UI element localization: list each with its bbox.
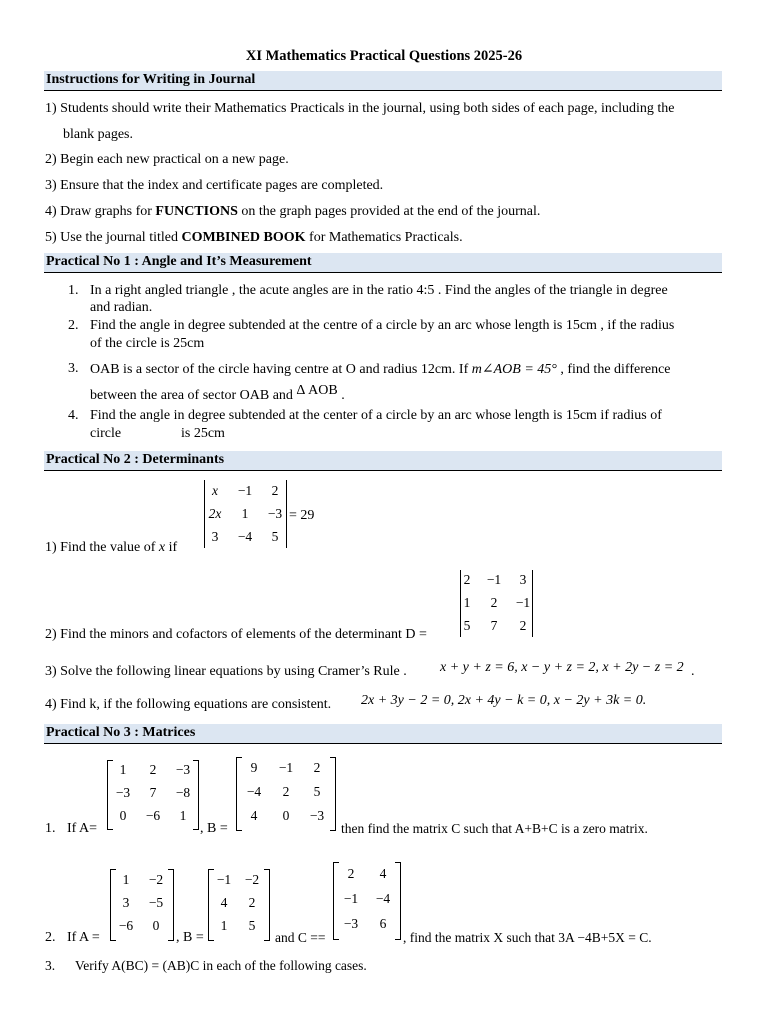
p2-q3-text: 3) Solve the following linear equations by using Cramer’s Rule . [45,664,407,679]
p3-q1-number: 1. [45,821,56,836]
matrix-cell: 5 [313,784,321,799]
p2-q3-equations: x + y + z = 6, x − y + z = 2, x + 2y − z = 2 [440,660,684,675]
matrix-cell: −2 [244,872,260,887]
det1-cell: x [212,483,218,498]
p3-q2-b-label: , B = [176,930,204,945]
practical-2-header: Practical No 2 : Determinants [44,451,722,471]
matrix-cell: 9 [250,760,258,775]
p3-q1-b-label: , B = [200,821,228,836]
matrix-cell: −3 [309,808,325,823]
p3-q1-text: then find the matrix C such that A+B+C is a zero matrix. [341,821,648,836]
page-title: XI Mathematics Practical Questions 2025-26 [245,48,523,64]
matrix-cell: −4 [246,784,262,799]
matrix-A1 [107,760,199,828]
matrix-cell: 1 [122,872,130,887]
matrix-cell: 0 [282,808,290,823]
p1-q4-text-cont: circle [90,426,122,441]
p3-q2-c-label: and C == [275,930,326,945]
det2-cell: 2 [490,595,498,610]
matrix-cell: −4 [375,891,391,906]
matrix-cell: −5 [148,895,164,910]
instruction-1-cont: blank pages. [63,127,133,142]
matrix-cell: 1 [179,808,187,823]
matrix-cell: 1 [220,918,228,933]
matrix-cell: −8 [175,785,191,800]
instruction-2: 2) Begin each new practical on a new page. [45,152,289,167]
matrix-cell: −3 [175,762,191,777]
p2-q2-text: 2) Find the minors and cofactors of elements of the determinant D = [45,627,427,642]
matrix-cell: −1 [278,760,294,775]
determinant-1 [204,480,294,550]
det1-cell: −4 [237,529,253,544]
matrix-cell: 1 [119,762,127,777]
practical-1-header: Practical No 1 : Angle and It’s Measurement [44,253,722,273]
matrix-cell: 6 [379,916,387,931]
matrix-cell: −2 [148,872,164,887]
matrix-cell: 0 [152,918,160,933]
p1-q3-text-cont: between the area of sector OAB and Δ AOB . [90,383,345,403]
instruction-4: 4) Draw graphs for FUNCTIONS on the graph pages provided at the end of the journal. [45,204,541,219]
matrix-cell: 2 [347,866,355,881]
p1-q4-text-end: is 25cm [181,426,225,441]
matrix-cell: 4 [220,895,228,910]
matrix-cell: 2 [248,895,256,910]
angle-expression: m∠AOB = 45° [471,362,557,377]
matrix-cell: −3 [343,916,359,931]
p3-q3-text: Verify A(BC) = (AB)C in each of the following cases. [75,958,367,973]
p1-q2-text-cont: of the circle is 25cm [90,336,205,351]
matrix-cell: −6 [118,918,134,933]
matrix-cell: 2 [149,762,157,777]
matrix-cell: −1 [343,891,359,906]
p2-q3-end: . [691,664,695,679]
p1-q1-text-cont: and radian. [90,300,153,315]
det2-cell: −1 [486,572,502,587]
matrix-A2 [110,869,174,939]
p3-q3-number: 3. [45,958,56,973]
det2-cell: 7 [490,618,498,633]
p1-q2-text: Find the angle in degree subtended at the centre of a circle by an arc whose length is 15cm , if the radius [90,318,675,333]
p3-q2-a-label: If A = [67,930,100,945]
det2-cell: −1 [515,595,531,610]
matrix-cell: 3 [122,895,130,910]
p1-q4-number: 4. [68,408,79,423]
p3-q2-number: 2. [45,930,56,945]
matrix-cell: −1 [216,872,232,887]
matrix-cell: −3 [115,785,131,800]
det1-cell: −3 [267,506,283,521]
det2-cell: 2 [463,572,471,587]
determinant-2 [460,570,536,638]
practical-3-header: Practical No 3 : Matrices [44,724,722,744]
p2-q1-text: 1) Find the value of x if [45,540,178,555]
matrix-B1 [236,757,336,829]
matrix-cell: 5 [248,918,256,933]
det1-cell: 5 [271,529,279,544]
det1-cell: 2x [208,506,222,521]
det1-rhs: = 29 [289,508,315,523]
p1-q4-text: Find the angle in degree subtended at the center of a circle by an arc whose length is 15cm if radius of [90,408,662,423]
matrix-cell: 4 [379,866,387,881]
p1-q1-number: 1. [68,283,79,298]
det2-cell: 2 [519,618,527,633]
det1-cell: 1 [241,506,249,521]
matrix-cell: 0 [119,808,127,823]
p2-q4-text: 4) Find k, if the following equations are consistent. [45,697,332,712]
det2-cell: 5 [463,618,471,633]
matrix-cell: 7 [149,785,157,800]
matrix-B2 [208,869,270,939]
matrix-cell: −6 [145,808,161,823]
det1-cell: −1 [237,483,253,498]
matrix-cell: 2 [313,760,321,775]
instructions-header: Instructions for Writing in Journal [44,71,722,91]
p3-q2-text: , find the matrix X such that 3A −4B+5X = C. [403,930,652,945]
instruction-1: 1) Students should write their Mathematics Practicals in the journal, using both sides of each page, including the [45,101,675,116]
matrix-cell: 2 [282,784,290,799]
matrix-C2 [333,862,401,938]
p1-q3-text: OAB is a sector of the circle having centre at O and radius 12cm. If m∠AOB = 45° , find the difference [90,362,671,377]
det1-cell: 2 [271,483,279,498]
instruction-3: 3) Ensure that the index and certificate pages are completed. [45,178,384,193]
p1-q3-number: 3. [68,361,79,376]
det2-cell: 3 [519,572,527,587]
matrix-cell: 4 [250,808,258,823]
p3-q1-a-label: If A= [67,821,98,836]
instruction-5: 5) Use the journal titled COMBINED BOOK for Mathematics Practicals. [45,230,463,245]
det2-cell: 1 [463,595,471,610]
p2-q4-equations: 2x + 3y − 2 = 0, 2x + 4y − k = 0, x − 2y + 3k = 0. [361,693,647,708]
p1-q2-number: 2. [68,318,79,333]
det1-cell: 3 [211,529,219,544]
triangle-expression: Δ AOB [296,383,338,398]
p1-q1-text: In a right angled triangle , the acute angles are in the ratio 4:5 . Find the angles of the triangle in degree [90,283,668,298]
